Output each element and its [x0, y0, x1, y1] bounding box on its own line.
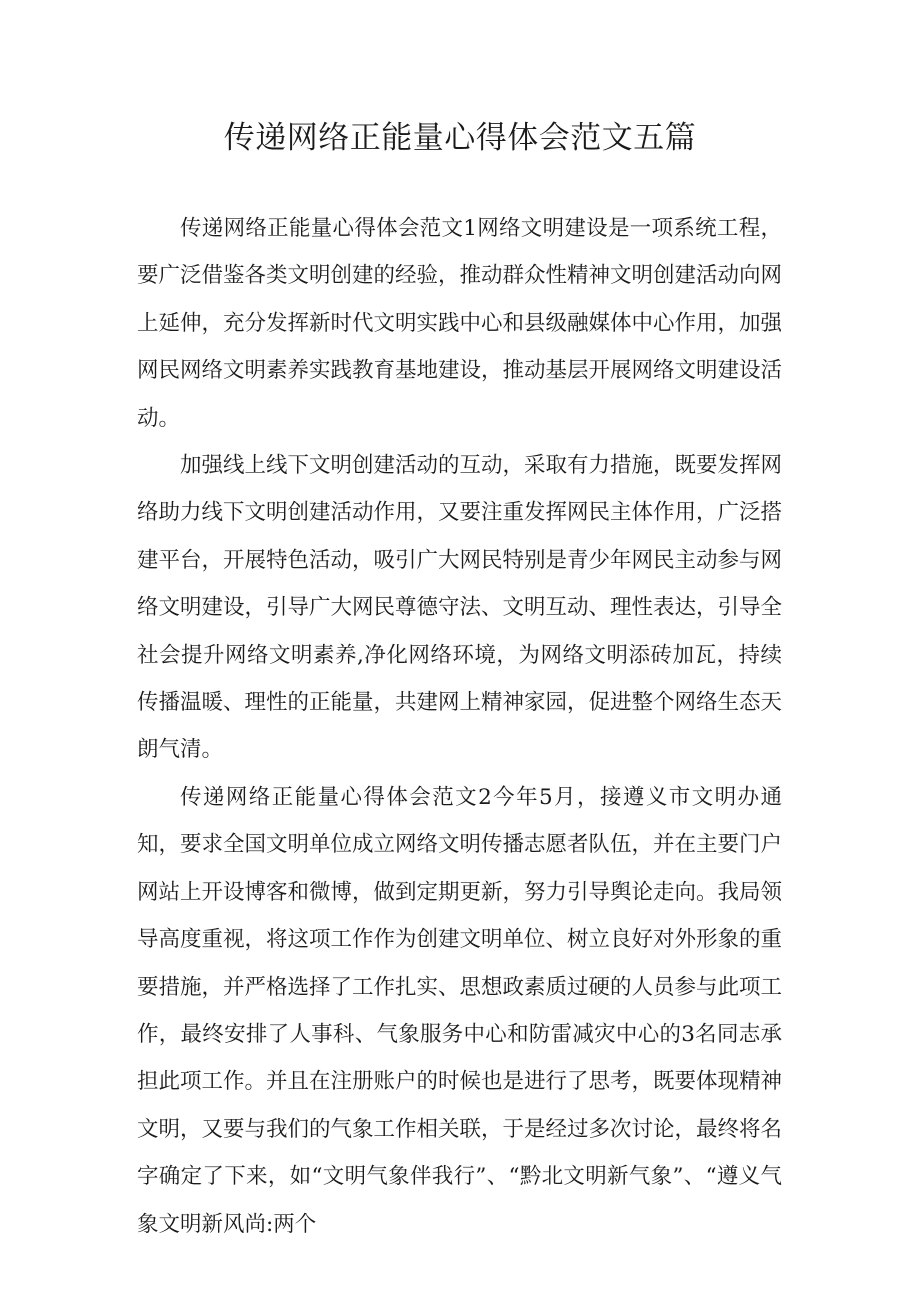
- paragraph: 传递网络正能量心得体会范文1网络文明建设是一项系统工程，要广泛借鉴各类文明创建的经验，推动群众性精神文明创建活动向网上延伸，充分发挥新时代文明实践中心和县级融媒体中心作用，加强网民网络文明素养实践教育基地建设，推动基层开展网络文明建设活动。: [137, 216, 783, 431]
- paragraph: 加强线上线下文明创建活动的互动，采取有力措施，既要发挥网络助力线下文明创建活动作用，又要注重发挥网民主体作用，广泛搭建平台，开展特色活动，吸引广大网民特别是青少年网民主动参与网络文明建设，引导广大网民尊德守法、文明互动、理性表达，引导全社会提升网络文明素养,净化网络环境，为网络文明添砖加瓦，持续传播温暖、理性的正能量，共建网上精神家园，促进整个网络生态天朗气清。: [137, 453, 783, 763]
- paragraph: 传递网络正能量心得体会范文2今年5月，接遵义市文明办通知，要求全国文明单位成立网络文明传播志愿者队伍，并在主要门户网站上开设博客和微博，做到定期更新，努力引导舆论走向。我局领导高度重视，将这项工作作为创建文明单位、树立良好对外形象的重要措施，并严格选择了工作扎实、思想政素质过硬的人员参与此项工作，最终安排了人事科、气象服务中心和防雷减灾中心的3名同志承担此项工作。并且在注册账户的时候也是进行了思考，既要体现精神文明，又要与我们的气象工作相关联，于是经过多次讨论，最终将名字确定了下来，如“文明气象伴我行”、“黔北文明新气象”、“遵义气象文明新风尚:两个: [137, 784, 783, 1237]
- document-title: 传递网络正能量心得体会范文五篇: [223, 120, 697, 156]
- document-body: [137, 205, 782, 1248]
